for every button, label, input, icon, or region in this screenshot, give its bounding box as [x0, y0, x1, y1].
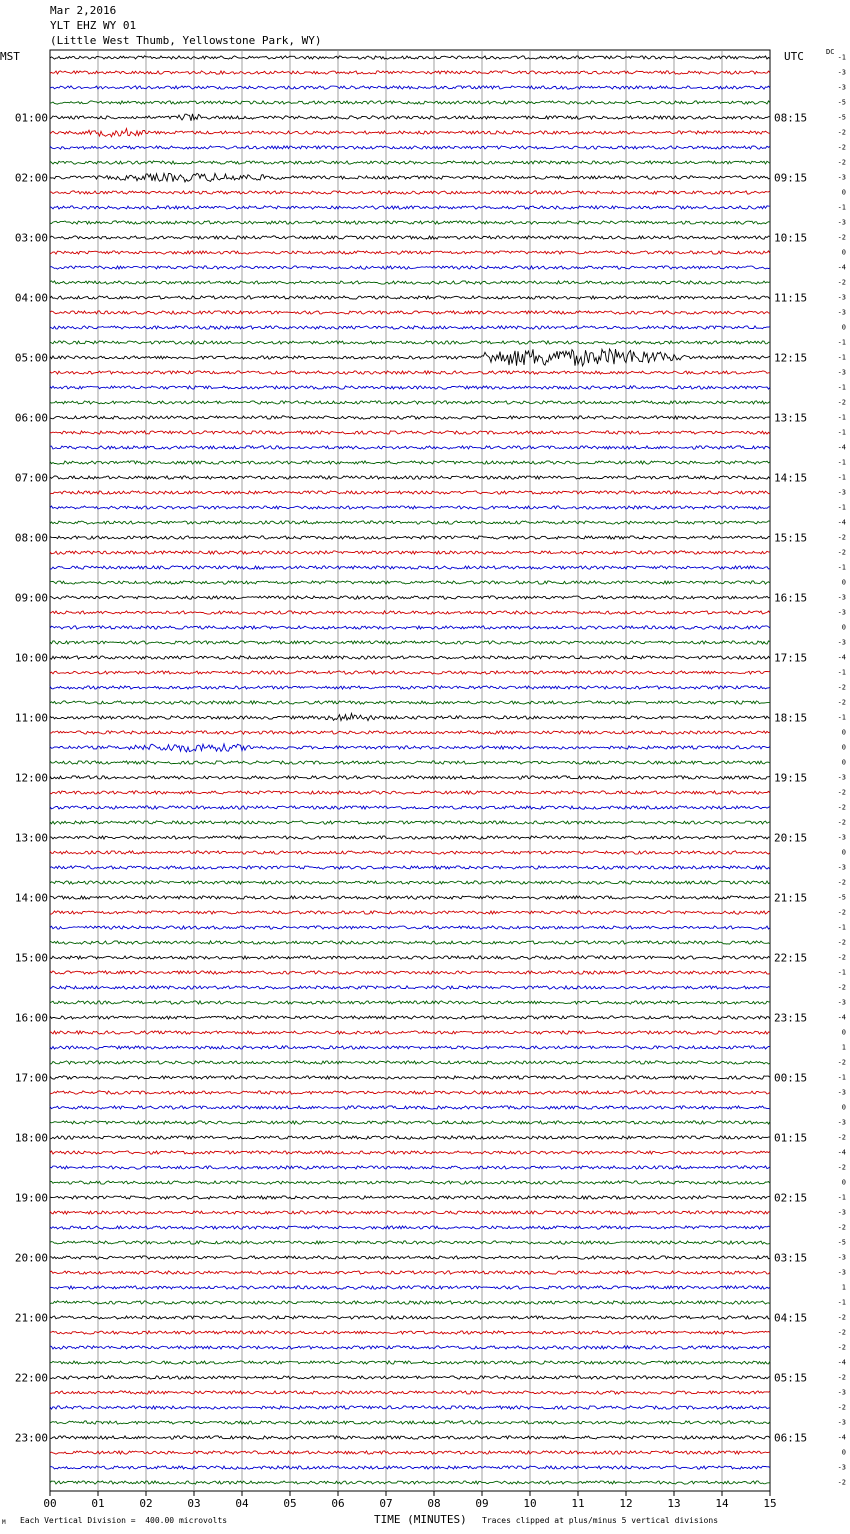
right-hour-label: 05:15 [774, 1371, 808, 1385]
trace-81 [50, 1271, 770, 1274]
trace-0 [50, 56, 770, 59]
x-tick-label: 04 [235, 1497, 249, 1510]
dc-offset-61: -1 [837, 968, 846, 977]
dc-offset-47: 0 [841, 758, 846, 767]
trace-95 [50, 1481, 770, 1484]
dc-offset-90: -2 [837, 1403, 846, 1412]
dc-offset-21: -3 [837, 368, 846, 377]
left-hour-label: 01:00 [14, 111, 48, 125]
vertical-division-note: Each Vertical Division = 400.00 microvolts [20, 1516, 228, 1525]
right-hour-label: 19:15 [774, 771, 808, 785]
x-tick-label: 05 [283, 1497, 297, 1510]
dc-offset-63: -3 [837, 998, 846, 1007]
left-hour-label: 06:00 [14, 411, 48, 425]
dc-offset-12: -2 [837, 233, 846, 242]
dc-offset-92: -4 [837, 1433, 846, 1442]
dc-offset-50: -2 [837, 803, 846, 812]
trace-18 [50, 326, 770, 329]
dc-offset-89: -3 [837, 1388, 846, 1397]
dc-offset-59: -2 [837, 938, 846, 947]
dc-offset-39: -3 [837, 638, 846, 647]
dc-offset-55: -2 [837, 878, 846, 887]
trace-46 [50, 744, 770, 752]
left-hour-label: 17:00 [14, 1071, 48, 1085]
trace-62 [50, 986, 770, 989]
dc-offset-40: -4 [837, 653, 846, 662]
trace-82 [50, 1286, 770, 1289]
trace-85 [50, 1331, 770, 1334]
dc-offset-19: -1 [837, 338, 846, 347]
dc-offset-84: -2 [837, 1313, 846, 1322]
clip-note: Traces clipped at plus/minus 5 vertical divisions [482, 1516, 719, 1525]
x-axis-label: TIME (MINUTES) [374, 1513, 467, 1526]
right-hour-label: 16:15 [774, 591, 808, 605]
trace-3 [50, 101, 770, 104]
dc-offset-6: -2 [837, 143, 846, 152]
dc-offset-3: -5 [837, 98, 846, 107]
trace-53 [50, 851, 770, 854]
trace-79 [50, 1241, 770, 1244]
dc-offset-9: 0 [841, 188, 846, 197]
x-tick-label: 06 [331, 1497, 345, 1510]
dc-offset-56: -5 [837, 893, 846, 902]
dc-offset-91: -3 [837, 1418, 846, 1427]
dc-offset-73: -4 [837, 1148, 846, 1157]
dc-offset-15: -2 [837, 278, 846, 287]
dc-offset-4: -5 [837, 113, 846, 122]
dc-offset-8: -3 [837, 173, 846, 182]
dc-offset-66: 1 [841, 1043, 846, 1052]
trace-74 [50, 1166, 770, 1169]
trace-14 [50, 266, 770, 269]
dc-offset-2: -3 [837, 83, 846, 92]
trace-36 [50, 596, 770, 599]
right-hour-label: 06:15 [774, 1431, 808, 1445]
trace-23 [50, 401, 770, 404]
dc-offset-78: -2 [837, 1223, 846, 1232]
trace-1 [50, 71, 770, 74]
dc-offset-67: -2 [837, 1058, 846, 1067]
x-tick-label: 14 [715, 1497, 729, 1510]
trace-21 [50, 371, 770, 374]
trace-83 [50, 1301, 770, 1304]
trace-94 [50, 1466, 770, 1469]
trace-45 [50, 731, 770, 734]
dc-offset-26: -4 [837, 443, 846, 452]
dc-offset-18: 0 [841, 323, 846, 332]
dc-offset-83: -1 [837, 1298, 846, 1307]
trace-24 [50, 416, 770, 419]
dc-offset-25: -1 [837, 428, 846, 437]
trace-17 [50, 311, 770, 314]
left-hour-label: 08:00 [14, 531, 48, 545]
trace-59 [50, 941, 770, 944]
dc-offset-35: 0 [841, 578, 846, 587]
x-tick-label: 11 [571, 1497, 585, 1510]
dc-offset-0: -1 [837, 53, 846, 62]
trace-9 [50, 191, 770, 194]
dc-offset-31: -4 [837, 518, 846, 527]
right-hour-label: 21:15 [774, 891, 808, 905]
left-hour-label: 21:00 [14, 1311, 48, 1325]
x-tick-label: 15 [763, 1497, 777, 1510]
dc-offset-68: -1 [837, 1073, 846, 1082]
trace-27 [50, 461, 770, 464]
trace-41 [50, 671, 770, 674]
right-hour-label: 20:15 [774, 831, 808, 845]
right-hour-label: 03:15 [774, 1251, 808, 1265]
trace-5 [50, 129, 770, 137]
trace-58 [50, 926, 770, 929]
right-hour-label: 12:15 [774, 351, 808, 365]
right-hour-label: 13:15 [774, 411, 808, 425]
right-hour-label: 15:15 [774, 531, 808, 545]
trace-73 [50, 1151, 770, 1154]
trace-61 [50, 971, 770, 974]
trace-63 [50, 1001, 770, 1004]
trace-2 [50, 86, 770, 89]
trace-69 [50, 1091, 770, 1094]
trace-91 [50, 1421, 770, 1424]
trace-86 [50, 1346, 770, 1349]
dc-offset-43: -2 [837, 698, 846, 707]
dc-offset-27: -1 [837, 458, 846, 467]
station-code: YLT EHZ WY 01 [50, 19, 137, 32]
trace-20 [50, 349, 770, 366]
trace-47 [50, 761, 770, 764]
left-hour-label: 15:00 [14, 951, 48, 965]
trace-60 [50, 956, 770, 959]
dc-offset-51: -2 [837, 818, 846, 827]
dc-offset-10: -1 [837, 203, 846, 212]
left-hour-label: 04:00 [14, 291, 48, 305]
trace-34 [50, 566, 770, 569]
dc-offset-69: -3 [837, 1088, 846, 1097]
left-hour-label: 05:00 [14, 351, 48, 365]
trace-72 [50, 1136, 770, 1139]
right-hour-label: 00:15 [774, 1071, 808, 1085]
dc-offset-49: -2 [837, 788, 846, 797]
dc-offset-58: -1 [837, 923, 846, 932]
dc-offset-22: -1 [837, 383, 846, 392]
left-hour-label: 10:00 [14, 651, 48, 665]
trace-35 [50, 581, 770, 584]
left-hour-label: 19:00 [14, 1191, 48, 1205]
dc-offset-86: -2 [837, 1343, 846, 1352]
x-tick-label: 00 [43, 1497, 57, 1510]
left-hour-label: 12:00 [14, 771, 48, 785]
station-location: (Little West Thumb, Yellowstone Park, WY) [50, 34, 322, 47]
dc-offset-29: -3 [837, 488, 846, 497]
dc-offset-48: -3 [837, 773, 846, 782]
right-hour-label: 04:15 [774, 1311, 808, 1325]
dc-offset-76: -1 [837, 1193, 846, 1202]
dc-offset-23: -2 [837, 398, 846, 407]
trace-92 [50, 1436, 770, 1439]
trace-28 [50, 476, 770, 479]
dc-offset-94: -3 [837, 1463, 846, 1472]
trace-15 [50, 281, 770, 284]
trace-50 [50, 806, 770, 809]
dc-offset-52: -3 [837, 833, 846, 842]
dc-offset-7: -2 [837, 158, 846, 167]
right-hour-label: 17:15 [774, 651, 808, 665]
dc-offset-79: -5 [837, 1238, 846, 1247]
trace-8 [50, 173, 770, 182]
dc-label: DC [826, 48, 835, 56]
left-hour-label: 23:00 [14, 1431, 48, 1445]
left-timezone-label: MST [0, 50, 20, 63]
dc-offset-62: -2 [837, 983, 846, 992]
dc-offset-38: 0 [841, 623, 846, 632]
trace-33 [50, 551, 770, 554]
trace-48 [50, 776, 770, 779]
x-tick-label: 07 [379, 1497, 393, 1510]
x-tick-label: 02 [139, 1497, 153, 1510]
dc-offset-41: -1 [837, 668, 846, 677]
dc-offset-95: -2 [837, 1478, 846, 1487]
dc-offset-71: -3 [837, 1118, 846, 1127]
dc-offset-85: -2 [837, 1328, 846, 1337]
trace-19 [50, 341, 770, 344]
dc-offset-17: -3 [837, 308, 846, 317]
left-hour-label: 07:00 [14, 471, 48, 485]
dc-offset-16: -3 [837, 293, 846, 302]
trace-6 [50, 146, 770, 149]
trace-10 [50, 206, 770, 209]
dc-offset-24: -1 [837, 413, 846, 422]
dc-offset-44: -1 [837, 713, 846, 722]
trace-56 [50, 896, 770, 899]
trace-80 [50, 1256, 770, 1259]
x-tick-label: 03 [187, 1497, 201, 1510]
trace-90 [50, 1406, 770, 1409]
dc-offset-11: -3 [837, 218, 846, 227]
dc-offset-32: -2 [837, 533, 846, 542]
dc-offset-36: -3 [837, 593, 846, 602]
x-tick-label: 09 [475, 1497, 489, 1510]
dc-offset-46: 0 [841, 743, 846, 752]
x-tick-label: 12 [619, 1497, 633, 1510]
dc-offset-80: -3 [837, 1253, 846, 1262]
right-timezone-label: UTC [784, 50, 804, 63]
right-hour-label: 02:15 [774, 1191, 808, 1205]
left-hour-label: 13:00 [14, 831, 48, 845]
trace-16 [50, 296, 770, 299]
trace-43 [50, 701, 770, 704]
dc-offset-82: 1 [841, 1283, 846, 1292]
dc-offset-77: -3 [837, 1208, 846, 1217]
dc-offset-45: 0 [841, 728, 846, 737]
dc-offset-60: -2 [837, 953, 846, 962]
trace-39 [50, 641, 770, 644]
dc-offset-53: 0 [841, 848, 846, 857]
dc-offset-64: -4 [837, 1013, 846, 1022]
trace-75 [50, 1181, 770, 1184]
dc-offset-33: -2 [837, 548, 846, 557]
trace-13 [50, 251, 770, 254]
trace-71 [50, 1121, 770, 1124]
dc-offset-54: -3 [837, 863, 846, 872]
trace-37 [50, 611, 770, 614]
trace-76 [50, 1196, 770, 1199]
right-hour-label: 08:15 [774, 111, 808, 125]
trace-87 [50, 1361, 770, 1364]
dc-offset-34: -1 [837, 563, 846, 572]
right-hour-label: 18:15 [774, 711, 808, 725]
trace-78 [50, 1226, 770, 1229]
trace-77 [50, 1211, 770, 1214]
trace-22 [50, 386, 770, 389]
trace-26 [50, 446, 770, 449]
trace-84 [50, 1316, 770, 1319]
x-tick-label: 13 [667, 1497, 681, 1510]
dc-offset-65: 0 [841, 1028, 846, 1037]
trace-57 [50, 911, 770, 914]
trace-89 [50, 1391, 770, 1394]
dc-offset-14: -4 [837, 263, 846, 272]
left-hour-label: 14:00 [14, 891, 48, 905]
trace-12 [50, 236, 770, 239]
right-hour-label: 09:15 [774, 171, 808, 185]
trace-49 [50, 791, 770, 794]
right-hour-label: 10:15 [774, 231, 808, 245]
left-hour-label: 18:00 [14, 1131, 48, 1145]
trace-66 [50, 1046, 770, 1049]
right-hour-label: 14:15 [774, 471, 808, 485]
right-hour-label: 01:15 [774, 1131, 808, 1145]
trace-64 [50, 1016, 770, 1019]
trace-88 [50, 1376, 770, 1379]
trace-40 [50, 656, 770, 659]
chart-date: Mar 2,2016 [50, 4, 117, 17]
left-hour-label: 22:00 [14, 1371, 48, 1385]
trace-65 [50, 1031, 770, 1034]
dc-offset-81: -3 [837, 1268, 846, 1277]
right-hour-label: 11:15 [774, 291, 808, 305]
trace-51 [50, 821, 770, 824]
dc-offset-42: -2 [837, 683, 846, 692]
left-hour-label: 16:00 [14, 1011, 48, 1025]
left-hour-label: 11:00 [14, 711, 48, 725]
footer-mark: M [2, 1519, 6, 1526]
left-hour-label: 09:00 [14, 591, 48, 605]
dc-offset-57: -2 [837, 908, 846, 917]
left-hour-label: 02:00 [14, 171, 48, 185]
dc-offset-20: -1 [837, 353, 846, 362]
trace-55 [50, 881, 770, 884]
trace-4 [50, 114, 770, 121]
x-tick-label: 08 [427, 1497, 441, 1510]
dc-offset-88: -2 [837, 1373, 846, 1382]
trace-25 [50, 431, 770, 434]
dc-offset-87: -4 [837, 1358, 846, 1367]
dc-offset-70: 0 [841, 1103, 846, 1112]
dc-offset-74: -2 [837, 1163, 846, 1172]
trace-11 [50, 221, 770, 224]
left-hour-label: 20:00 [14, 1251, 48, 1265]
trace-31 [50, 521, 770, 524]
trace-29 [50, 491, 770, 494]
dc-offset-13: 0 [841, 248, 846, 257]
dc-offset-28: -1 [837, 473, 846, 482]
trace-38 [50, 626, 770, 629]
trace-30 [50, 506, 770, 509]
trace-42 [50, 686, 770, 689]
dc-offset-75: 0 [841, 1178, 846, 1187]
trace-54 [50, 866, 770, 869]
trace-32 [50, 536, 770, 539]
right-hour-label: 22:15 [774, 951, 808, 965]
trace-93 [50, 1451, 770, 1454]
x-tick-label: 10 [523, 1497, 537, 1510]
dc-offset-93: 0 [841, 1448, 846, 1457]
trace-67 [50, 1061, 770, 1064]
dc-offset-1: -3 [837, 68, 846, 77]
trace-52 [50, 836, 770, 839]
left-hour-label: 03:00 [14, 231, 48, 245]
trace-44 [50, 713, 770, 720]
trace-7 [50, 161, 770, 164]
x-tick-label: 01 [91, 1497, 105, 1510]
right-hour-label: 23:15 [774, 1011, 808, 1025]
dc-offset-30: -1 [837, 503, 846, 512]
trace-70 [50, 1106, 770, 1109]
dc-offset-37: -3 [837, 608, 846, 617]
dc-offset-72: -2 [837, 1133, 846, 1142]
dc-offset-5: -2 [837, 128, 846, 137]
trace-68 [50, 1076, 770, 1079]
